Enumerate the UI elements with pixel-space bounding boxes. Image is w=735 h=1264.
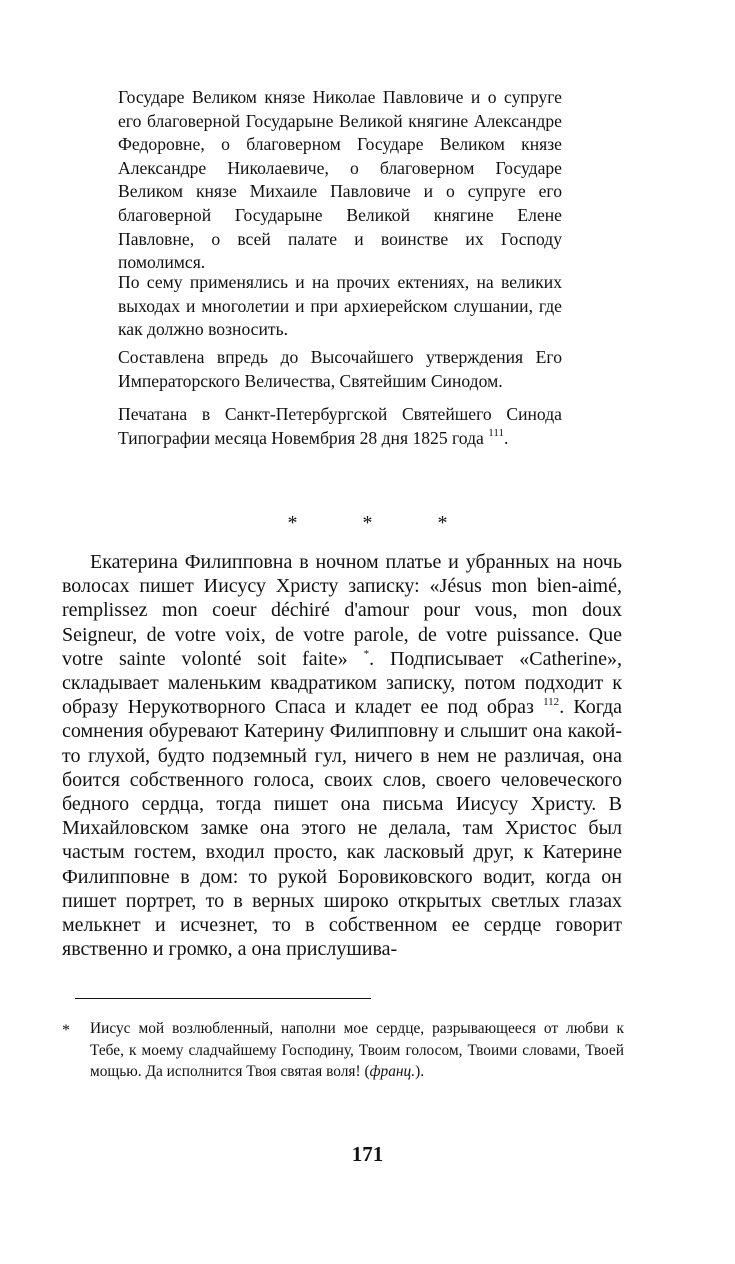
main-paragraph-part-3: . Когда сомнения обуревают Катерину Филипповну и слышит она какой-то глухой, будто подземный гул, ничего в нем не различая, она боится собственного голоса, своих слов, своего человеческого бедного сердца, тогда пишет она письма Иисусу Христу. В Михайловском замке она этого не делала, там Христос был частым гостем, входил просто, как ласковый друг, к Катерине Филипповне в дом: то рукой Боровиковского водит, когда он пишет портрет, то в верных широко открытых светлых глазах мелькнет и исчезнет, то в собственном ее сердце говорит явственно и громко, а она прислушива- [62, 696, 622, 961]
quote-paragraph-4-text: Печатана в Санкт-Петербургской Святейшего Синода Типографии месяца Новембрия 28 дня 1825 года [118, 404, 562, 448]
footnote-marker: * [62, 1022, 70, 1039]
endnote-ref-111: 111 [488, 426, 504, 439]
main-paragraph-part-1: Екатерина Филипповна в ночном платье и убранных на ночь волосах пишет Иисусу Христу записку: «Jésus mon bien-aimé, remplissez mon coeur déchiré d'amour pour vous, mon doux Seigneur, de votre voix, de votre parole, de votre puissance. Que votre sainte volonté soit faite» [62, 551, 622, 670]
quote-paragraph-3: Составлена впредь до Высочайшего утверждения Его Императорского Величества, Святейшим Синодом. [118, 347, 562, 391]
footnote-translation: Иисус мой возлюбленный, наполни мое сердце, разрывающееся от любви к Тебе, к моему сладчайшему Господину, Твоим голосом, Твоими словами, Твоей мощью. Да исполнится Твоя святая воля! [90, 1020, 624, 1081]
footnote-ref: * [363, 647, 370, 660]
footnote-language-label: франц. [369, 1063, 416, 1081]
endnote-ref-112: 112 [543, 696, 560, 709]
quote-paragraph-4-end: . [503, 427, 509, 448]
footnote [62, 1018, 624, 1083]
main-paragraph [62, 550, 622, 961]
footnote-paren-open: ( [360, 1063, 370, 1081]
footnote-paren-close: ). [415, 1063, 425, 1081]
page-number: 171 [351, 1142, 384, 1166]
main-paragraph-part-2: . Подписывает «Catherine», складывает маленьким квадратиком записку, потом подходит к образу Нерукотворного Спаса и кладет ее под образ [62, 647, 622, 719]
footnote-divider [75, 998, 371, 999]
quote-paragraph-1: Государе Великом князе Николае Павловиче и о супруге его благоверной Государыне Великой княгине Александре Федоровне, о благоверном Государе Великом князе Александре Николаевиче, о благоверном Государе Великом князе Михаиле Павловиче и о супруге его благоверной Государыне Великой княгине Елене Павловне, о всей палате и воинстве их Господу помолимся. [118, 87, 562, 273]
quote-paragraph-2: По сему применялись и на прочих ектениях, на великих выходах и многолетии и при архиерейском слушании, где как должно возносить. [118, 272, 562, 340]
section-separator: * * * [287, 512, 448, 534]
quote-paragraph-4 [118, 403, 562, 450]
footnote-text [90, 1018, 624, 1083]
